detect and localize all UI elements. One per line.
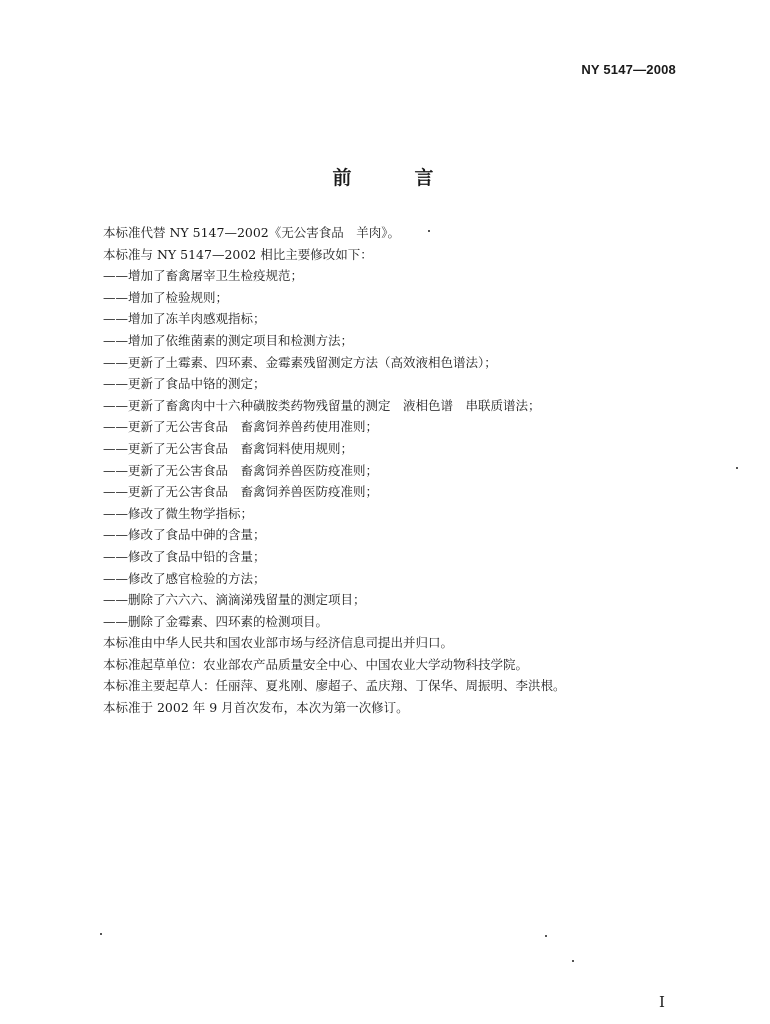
- change-item: ——更新了畜禽肉中十六种磺胺类药物残留量的测定 液相色谱 串联质谱法；: [103, 397, 541, 413]
- foreword-line: 本标准与 NY 5147—2002 相比主要修改如下：: [103, 246, 373, 262]
- scan-speck: [572, 960, 574, 962]
- change-item: ——增加了畜禽屠宰卫生检疫规范；: [103, 268, 304, 284]
- scan-speck: [736, 467, 738, 469]
- change-item: ——更新了无公害食品 畜禽饲养兽医防疫准则；: [103, 462, 379, 478]
- change-item: ——更新了食品中铬的测定；: [103, 376, 266, 392]
- change-item: ——修改了食品中铅的含量；: [103, 548, 266, 564]
- change-item: ——更新了无公害食品 畜禽饲养兽医防疫准则；: [103, 484, 379, 500]
- page-title: 前 言: [332, 167, 456, 189]
- change-item: ——删除了六六六、滴滴涕残留量的测定项目；: [103, 592, 366, 608]
- foreword-line: 本标准于 2002 年 9 月首次发布，本次为第一次修订。: [103, 700, 409, 716]
- foreword-line: 本标准起草单位：农业部农产品质量安全中心、中国农业大学动物科技学院。: [103, 656, 529, 672]
- change-item: ——更新了无公害食品 畜禽饲养兽药使用准则；: [103, 419, 379, 435]
- change-item: ——增加了依维菌素的测定项目和检测方法；: [103, 332, 354, 348]
- scan-speck: [545, 935, 547, 937]
- scan-speck: [428, 230, 430, 232]
- change-item: ——更新了无公害食品 畜禽饲料使用规则；: [103, 440, 354, 456]
- foreword-line: 本标准代替 NY 5147—2002《无公害食品 羊肉》。: [103, 225, 401, 240]
- foreword-line: 本标准主要起草人：任丽萍、夏兆刚、廖超子、孟庆翔、丁保华、周振明、李洪根。: [103, 678, 566, 694]
- foreword-line: 本标准由中华人民共和国农业部市场与经济信息司提出并归口。: [103, 635, 454, 651]
- change-item: ——修改了食品中砷的含量；: [103, 527, 266, 543]
- change-item: ——删除了金霉素、四环素的检测项目。: [103, 613, 329, 629]
- foreword-body: [103, 222, 583, 719]
- change-item: ——修改了感官检验的方法；: [103, 570, 266, 586]
- change-item: ——修改了微生物学指标；: [103, 505, 254, 521]
- change-item: ——增加了检验规则；: [103, 289, 229, 305]
- page-number: I: [659, 993, 665, 1011]
- change-item: ——增加了冻羊肉感观指标；: [103, 311, 266, 327]
- standard-code: NY 5147—2008: [581, 62, 676, 77]
- change-item: ——更新了土霉素、四环素、金霉素残留测定方法（高效液相色谱法）；: [103, 354, 497, 370]
- scan-speck: [100, 933, 102, 935]
